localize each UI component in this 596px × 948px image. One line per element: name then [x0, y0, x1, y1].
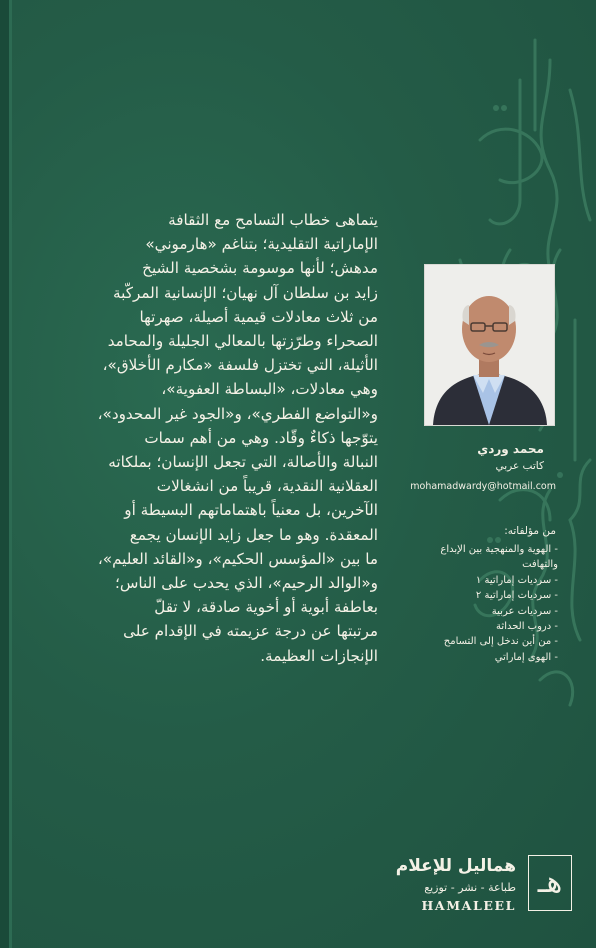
works-item: - سرديات عربية — [491, 605, 558, 617]
blurb-line: الأثيلة، التي تختزل فلسفة «مكارم الأخلاق»، — [102, 356, 378, 375]
blurb-line: ما بين «المؤسس الحكيم»، و«القائد العليم»، — [97, 549, 378, 568]
works-item: والتهافت — [522, 559, 558, 571]
blurb-line: الإنجازات العظيمة. — [260, 646, 378, 665]
blurb-line: العقلانية النقدية، قريباً من انشغالات — [156, 477, 378, 496]
blurb-line: يتماهى خطاب التسامح مع الثقافة — [168, 211, 378, 229]
publisher-logo — [528, 855, 572, 911]
blurb-line: الإماراتية التقليدية؛ بتناغم «هارموني» — [145, 235, 378, 254]
works-list — [378, 542, 558, 665]
blurb-line: من ثلاث معادلات قيمية أصيلة، صهرتها — [139, 307, 378, 326]
spine-edge — [0, 0, 9, 948]
publisher-name-english: HAMALEEL — [421, 898, 516, 913]
blurb-line: مرتبتها عن درجة عزيمته في الإقدام على — [123, 622, 378, 641]
author-photo — [424, 264, 555, 426]
blurb-line: زايد بن سلطان آل نهيان؛ الإنسانية المركّبة — [113, 283, 378, 302]
blurb-text — [50, 208, 378, 668]
publisher-name-arabic: هماليل للإعلام — [395, 856, 516, 876]
blurb-line: يتوّجها ذكاءٌ وقّاد. وهي من أهم سمات — [144, 428, 378, 447]
blurb-line: مدهش؛ لأنها موسومة بشخصية الشيخ — [142, 259, 378, 278]
author-email: mohamadwardy@hotmail.com — [410, 481, 556, 492]
spine-highlight — [9, 0, 12, 948]
blurb-line: المعقدة. وهو ما جعل زايد الإنسان يجمع — [129, 525, 378, 544]
author-name: محمد وردي — [477, 442, 544, 456]
works-item: - الهوية والمنهجية بين الإبداع — [440, 544, 558, 555]
publisher-tagline: طباعة - نشر - توزيع — [424, 881, 516, 894]
blurb-line: الصحراء وطرّزتها بالمعالي الجليلة والمحامد — [107, 332, 378, 351]
blurb-line: و«الوالد الرحيم»، الذي يحدب على الناس؛ — [115, 574, 378, 593]
works-item: - دروب الحداثة — [496, 621, 558, 633]
author-portrait-icon — [425, 265, 554, 425]
author-role: كاتب عربي — [495, 460, 544, 472]
publisher-logo-glyph: هـ — [537, 865, 563, 900]
works-item: - الهوى إماراتي — [494, 651, 558, 663]
blurb-line: النبالة والأصالة، التي تجعل الإنسان؛ بملكاته — [108, 453, 378, 472]
works-item: - من أين ندخل إلى التسامح — [443, 636, 558, 648]
blurb-line: و«التواضع الفطري»، و«الجود غير المحدود»، — [97, 404, 378, 423]
works-title: من مؤلفاته: — [504, 525, 556, 537]
works-item: - سرديات إماراتية ١ — [475, 574, 558, 586]
blurb-line: وهي معادلات، «البساطة العفوية»، — [161, 380, 378, 399]
blurb-line: بعاطفة أبوية أو أخوية صادقة، لا تقلّ — [154, 598, 378, 617]
works-item: - سرديات إماراتية ٢ — [475, 590, 558, 602]
blurb-line: الآخرين، بل معنياً باهتماماتهم البسيطة أو — [124, 501, 378, 520]
